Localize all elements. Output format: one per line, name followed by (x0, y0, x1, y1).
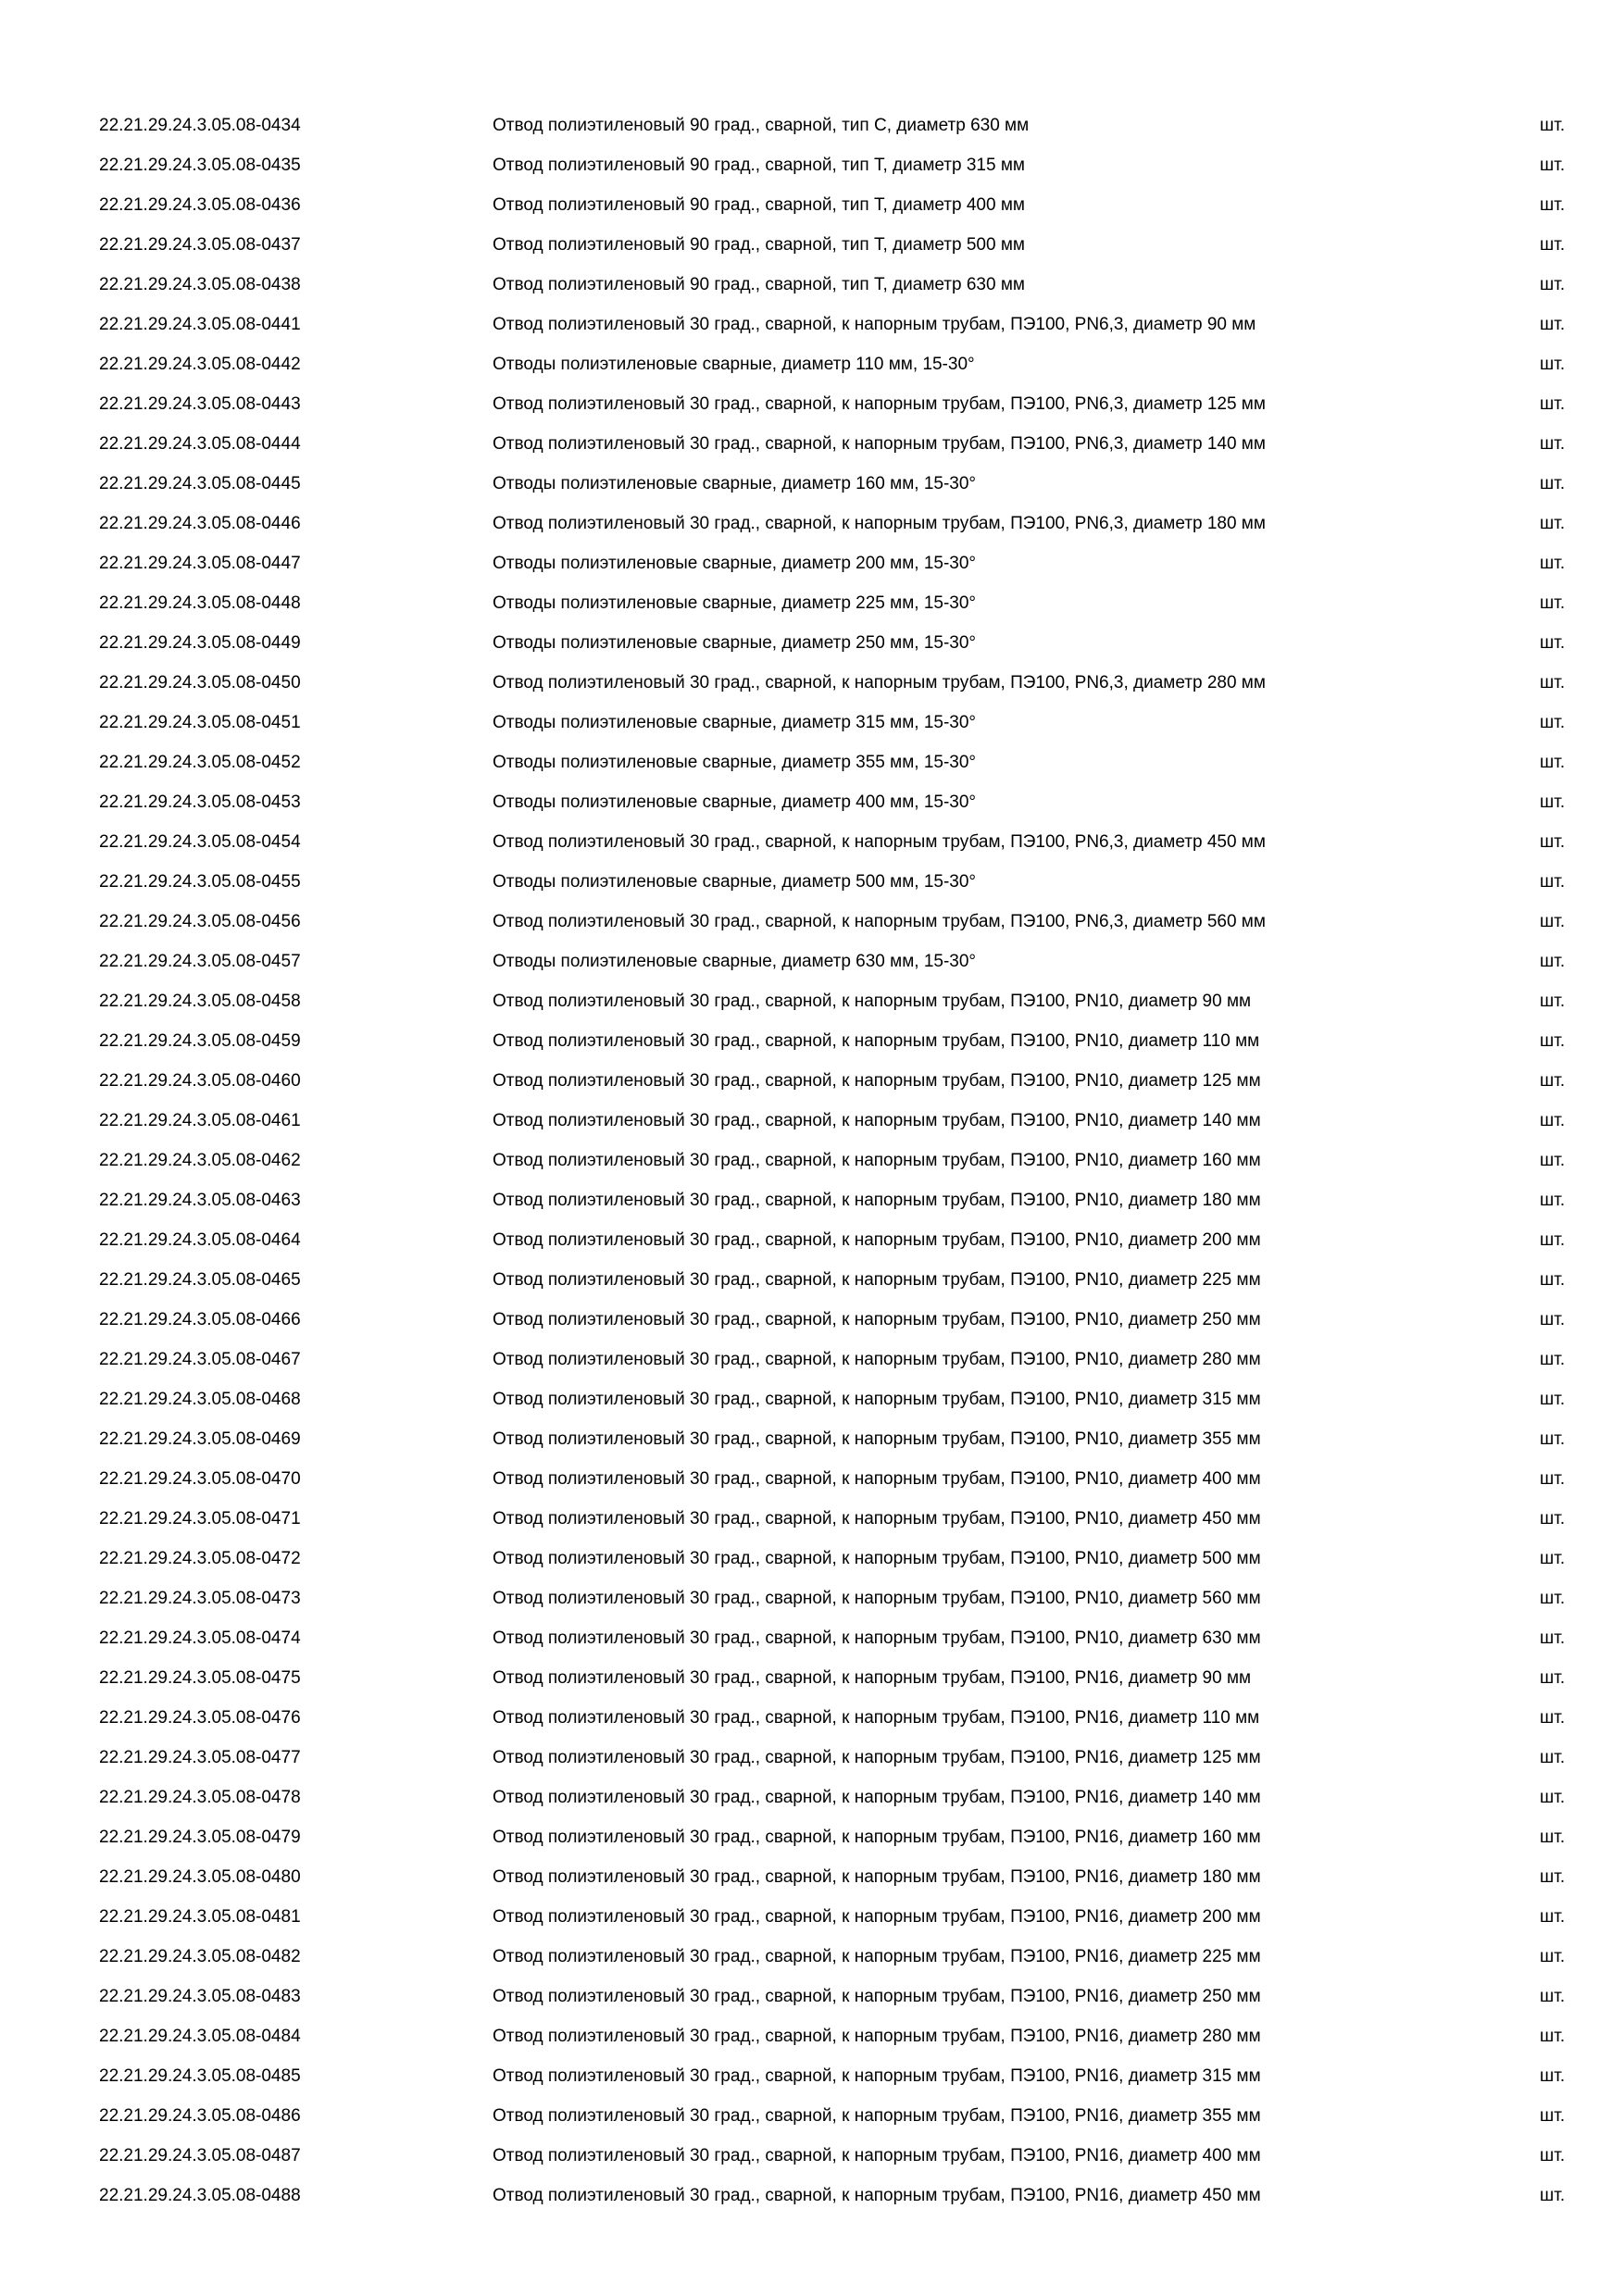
unit-of-measure: шт. (1540, 474, 1566, 493)
resource-code: 22.21.29.24.3.05.08-0435 (99, 156, 301, 175)
resource-name: Отвод полиэтиленовый 30 град., сварной, к напорным трубам, ПЭ100, PN16, диаметр 140 мм (493, 1788, 1261, 1807)
resource-name: Отвод полиэтиленовый 30 град., сварной, к напорным трубам, ПЭ100, PN16, диаметр 125 мм (493, 1748, 1261, 1767)
resource-code: 22.21.29.24.3.05.08-0474 (99, 1628, 301, 1648)
resource-code: 22.21.29.24.3.05.08-0476 (99, 1708, 301, 1728)
resource-code: 22.21.29.24.3.05.08-0478 (99, 1788, 301, 1807)
resource-name: Отвод полиэтиленовый 90 град., сварной, тип Т, диаметр 400 мм (493, 195, 1025, 215)
table-row (0, 742, 1624, 782)
resource-name: Отводы полиэтиленовые сварные, диаметр 225 мм, 15-30° (493, 593, 977, 613)
resource-code: 22.21.29.24.3.05.08-0467 (99, 1350, 301, 1369)
table-row (0, 1340, 1624, 1379)
resource-name: Отводы полиэтиленовые сварные, диаметр 110 мм, 15-30° (493, 355, 975, 374)
resource-name: Отвод полиэтиленовый 30 град., сварной, к напорным трубам, ПЭ100, PN16, диаметр 250 мм (493, 1987, 1261, 2006)
table-row (0, 1897, 1624, 1937)
unit-of-measure: шт. (1540, 633, 1566, 653)
resource-code: 22.21.29.24.3.05.08-0437 (99, 235, 301, 255)
unit-of-measure: шт. (1540, 1947, 1566, 1966)
resource-name: Отвод полиэтиленовый 30 град., сварной, к напорным трубам, ПЭ100, PN16, диаметр 180 мм (493, 1867, 1261, 1887)
table-row (0, 225, 1624, 265)
resource-name: Отвод полиэтиленовый 30 град., сварной, к напорным трубам, ПЭ100, PN16, диаметр 400 мм (493, 2146, 1261, 2165)
table-row (0, 1220, 1624, 1260)
resource-name: Отвод полиэтиленовый 30 град., сварной, к напорным трубам, ПЭ100, PN10, диаметр 355 мм (493, 1429, 1261, 1449)
resource-name: Отвод полиэтиленовый 30 град., сварной, к напорным трубам, ПЭ100, PN16, диаметр 225 мм (493, 1947, 1261, 1966)
table-row (0, 106, 1624, 145)
unit-of-measure: шт. (1540, 1828, 1566, 1847)
resource-code: 22.21.29.24.3.05.08-0450 (99, 673, 301, 693)
resource-code: 22.21.29.24.3.05.08-0442 (99, 355, 301, 374)
unit-of-measure: шт. (1540, 1589, 1566, 1608)
resource-name: Отвод полиэтиленовый 30 град., сварной, к напорным трубам, ПЭ100, PN10, диаметр 110 мм (493, 1031, 1260, 1051)
resource-code: 22.21.29.24.3.05.08-0468 (99, 1390, 301, 1409)
resource-name: Отвод полиэтиленовый 30 град., сварной, к напорным трубам, ПЭ100, PN16, диаметр 160 мм (493, 1828, 1261, 1847)
resource-code: 22.21.29.24.3.05.08-0458 (99, 992, 301, 1011)
resource-name: Отводы полиэтиленовые сварные, диаметр 160 мм, 15-30° (493, 474, 977, 493)
table-row (0, 583, 1624, 623)
resource-name: Отвод полиэтиленовый 30 град., сварной, к напорным трубам, ПЭ100, PN10, диаметр 400 мм (493, 1469, 1261, 1489)
resource-name: Отвод полиэтиленовый 30 град., сварной, к напорным трубам, ПЭ100, PN16, диаметр 280 мм (493, 2027, 1261, 2046)
price-list-table (0, 106, 1624, 2215)
unit-of-measure: шт. (1540, 434, 1566, 454)
resource-name: Отвод полиэтиленовый 30 град., сварной, к напорным трубам, ПЭ100, PN10, диаметр 200 мм (493, 1230, 1261, 1250)
unit-of-measure: шт. (1540, 1270, 1566, 1290)
resource-name: Отвод полиэтиленовый 30 град., сварной, к напорным трубам, ПЭ100, PN16, диаметр 355 мм (493, 2106, 1261, 2126)
unit-of-measure: шт. (1540, 1031, 1566, 1051)
unit-of-measure: шт. (1540, 514, 1566, 533)
unit-of-measure: шт. (1540, 2186, 1566, 2205)
unit-of-measure: шт. (1540, 195, 1566, 215)
resource-name: Отвод полиэтиленовый 30 град., сварной, к напорным трубам, ПЭ100, PN10, диаметр 630 мм (493, 1628, 1261, 1648)
resource-code: 22.21.29.24.3.05.08-0469 (99, 1429, 301, 1449)
table-row (0, 862, 1624, 902)
resource-name: Отвод полиэтиленовый 30 град., сварной, к напорным трубам, ПЭ100, PN10, диаметр 250 мм (493, 1310, 1261, 1329)
resource-name: Отвод полиэтиленовый 30 град., сварной, к напорным трубам, ПЭ100, PN10, диаметр 160 мм (493, 1151, 1261, 1170)
unit-of-measure: шт. (1540, 832, 1566, 852)
resource-name: Отвод полиэтиленовый 30 град., сварной, к напорным трубам, ПЭ100, PN6,3, диаметр 125 мм (493, 394, 1266, 414)
unit-of-measure: шт. (1540, 713, 1566, 732)
resource-name: Отвод полиэтиленовый 30 град., сварной, к напорным трубам, ПЭ100, PN10, диаметр 225 мм (493, 1270, 1261, 1290)
table-row (0, 1658, 1624, 1698)
resource-name: Отводы полиэтиленовые сварные, диаметр 355 мм, 15-30° (493, 753, 977, 772)
resource-code: 22.21.29.24.3.05.08-0444 (99, 434, 301, 454)
unit-of-measure: шт. (1540, 2027, 1566, 2046)
table-row (0, 2136, 1624, 2176)
resource-code: 22.21.29.24.3.05.08-0455 (99, 872, 301, 892)
resource-code: 22.21.29.24.3.05.08-0449 (99, 633, 301, 653)
unit-of-measure: шт. (1540, 1987, 1566, 2006)
table-row (0, 2056, 1624, 2096)
resource-code: 22.21.29.24.3.05.08-0453 (99, 792, 301, 812)
unit-of-measure: шт. (1540, 1469, 1566, 1489)
table-row (0, 1578, 1624, 1618)
table-row (0, 1539, 1624, 1578)
unit-of-measure: шт. (1540, 554, 1566, 573)
resource-code: 22.21.29.24.3.05.08-0451 (99, 713, 301, 732)
resource-code: 22.21.29.24.3.05.08-0473 (99, 1589, 301, 1608)
resource-code: 22.21.29.24.3.05.08-0436 (99, 195, 301, 215)
unit-of-measure: шт. (1540, 315, 1566, 334)
table-row (0, 663, 1624, 703)
table-row (0, 1817, 1624, 1857)
resource-code: 22.21.29.24.3.05.08-0459 (99, 1031, 301, 1051)
table-row (0, 145, 1624, 185)
resource-name: Отвод полиэтиленовый 90 град., сварной, тип С, диаметр 630 мм (493, 116, 1030, 135)
resource-code: 22.21.29.24.3.05.08-0482 (99, 1947, 301, 1966)
table-row (0, 822, 1624, 862)
resource-code: 22.21.29.24.3.05.08-0464 (99, 1230, 301, 1250)
table-row (0, 703, 1624, 742)
resource-code: 22.21.29.24.3.05.08-0447 (99, 554, 301, 573)
resource-name: Отвод полиэтиленовый 90 град., сварной, тип Т, диаметр 315 мм (493, 156, 1025, 175)
resource-code: 22.21.29.24.3.05.08-0477 (99, 1748, 301, 1767)
table-row (0, 1499, 1624, 1539)
table-row (0, 782, 1624, 822)
table-row (0, 623, 1624, 663)
table-row (0, 1977, 1624, 2016)
unit-of-measure: шт. (1540, 2106, 1566, 2126)
unit-of-measure: шт. (1540, 1429, 1566, 1449)
resource-name: Отвод полиэтиленовый 30 град., сварной, к напорным трубам, ПЭ100, PN10, диаметр 450 мм (493, 1509, 1261, 1529)
table-row (0, 1857, 1624, 1897)
resource-code: 22.21.29.24.3.05.08-0481 (99, 1907, 301, 1927)
table-row (0, 1180, 1624, 1220)
table-row (0, 1021, 1624, 1061)
resource-name: Отводы полиэтиленовые сварные, диаметр 250 мм, 15-30° (493, 633, 977, 653)
table-row (0, 1778, 1624, 1817)
resource-code: 22.21.29.24.3.05.08-0488 (99, 2186, 301, 2205)
resource-name: Отводы полиэтиленовые сварные, диаметр 630 мм, 15-30° (493, 952, 977, 971)
unit-of-measure: шт. (1540, 1668, 1566, 1688)
resource-name: Отвод полиэтиленовый 30 град., сварной, к напорным трубам, ПЭ100, PN6,3, диаметр 560 мм (493, 912, 1266, 931)
table-row (0, 384, 1624, 424)
unit-of-measure: шт. (1540, 1071, 1566, 1091)
unit-of-measure: шт. (1540, 1390, 1566, 1409)
resource-code: 22.21.29.24.3.05.08-0463 (99, 1191, 301, 1210)
resource-name: Отвод полиэтиленовый 30 град., сварной, к напорным трубам, ПЭ100, PN10, диаметр 560 мм (493, 1589, 1261, 1608)
unit-of-measure: шт. (1540, 992, 1566, 1011)
resource-code: 22.21.29.24.3.05.08-0470 (99, 1469, 301, 1489)
resource-name: Отвод полиэтиленовый 30 град., сварной, к напорным трубам, ПЭ100, PN10, диаметр 500 мм (493, 1549, 1261, 1568)
resource-name: Отвод полиэтиленовый 30 град., сварной, к напорным трубам, ПЭ100, PN6,3, диаметр 180 мм (493, 514, 1266, 533)
unit-of-measure: шт. (1540, 1350, 1566, 1369)
unit-of-measure: шт. (1540, 1230, 1566, 1250)
unit-of-measure: шт. (1540, 1867, 1566, 1887)
resource-code: 22.21.29.24.3.05.08-0456 (99, 912, 301, 931)
table-row (0, 265, 1624, 305)
resource-code: 22.21.29.24.3.05.08-0462 (99, 1151, 301, 1170)
unit-of-measure: шт. (1540, 1907, 1566, 1927)
unit-of-measure: шт. (1540, 235, 1566, 255)
resource-code: 22.21.29.24.3.05.08-0438 (99, 275, 301, 294)
resource-name: Отвод полиэтиленовый 30 град., сварной, к напорным трубам, ПЭ100, PN6,3, диаметр 140 мм (493, 434, 1266, 454)
resource-code: 22.21.29.24.3.05.08-0484 (99, 2027, 301, 2046)
table-row (0, 2176, 1624, 2215)
table-row (0, 1937, 1624, 1977)
unit-of-measure: шт. (1540, 872, 1566, 892)
resource-code: 22.21.29.24.3.05.08-0446 (99, 514, 301, 533)
resource-code: 22.21.29.24.3.05.08-0465 (99, 1270, 301, 1290)
table-row (0, 543, 1624, 583)
table-row (0, 981, 1624, 1021)
unit-of-measure: шт. (1540, 593, 1566, 613)
resource-name: Отводы полиэтиленовые сварные, диаметр 200 мм, 15-30° (493, 554, 977, 573)
table-row (0, 344, 1624, 384)
unit-of-measure: шт. (1540, 1549, 1566, 1568)
table-row (0, 1738, 1624, 1778)
resource-name: Отвод полиэтиленовый 30 град., сварной, к напорным трубам, ПЭ100, PN6,3, диаметр 450 мм (493, 832, 1266, 852)
table-row (0, 305, 1624, 344)
resource-code: 22.21.29.24.3.05.08-0487 (99, 2146, 301, 2165)
table-row (0, 1061, 1624, 1101)
resource-code: 22.21.29.24.3.05.08-0434 (99, 116, 301, 135)
unit-of-measure: шт. (1540, 394, 1566, 414)
unit-of-measure: шт. (1540, 1748, 1566, 1767)
unit-of-measure: шт. (1540, 912, 1566, 931)
table-row (0, 1618, 1624, 1658)
resource-code: 22.21.29.24.3.05.08-0479 (99, 1828, 301, 1847)
resource-name: Отвод полиэтиленовый 30 град., сварной, к напорным трубам, ПЭ100, PN16, диаметр 110 мм (493, 1708, 1260, 1728)
table-row (0, 1379, 1624, 1419)
unit-of-measure: шт. (1540, 1151, 1566, 1170)
unit-of-measure: шт. (1540, 156, 1566, 175)
resource-name: Отвод полиэтиленовый 30 град., сварной, к напорным трубам, ПЭ100, PN10, диаметр 90 мм (493, 992, 1252, 1011)
resource-name: Отвод полиэтиленовый 30 град., сварной, к напорным трубам, ПЭ100, PN10, диаметр 280 мм (493, 1350, 1261, 1369)
unit-of-measure: шт. (1540, 1310, 1566, 1329)
unit-of-measure: шт. (1540, 792, 1566, 812)
table-row (0, 1141, 1624, 1180)
resource-name: Отводы полиэтиленовые сварные, диаметр 400 мм, 15-30° (493, 792, 977, 812)
resource-code: 22.21.29.24.3.05.08-0448 (99, 593, 301, 613)
table-row (0, 2016, 1624, 2056)
resource-name: Отвод полиэтиленовый 90 град., сварной, тип Т, диаметр 500 мм (493, 235, 1025, 255)
table-row (0, 1698, 1624, 1738)
unit-of-measure: шт. (1540, 1788, 1566, 1807)
unit-of-measure: шт. (1540, 275, 1566, 294)
table-row (0, 1260, 1624, 1300)
table-row (0, 185, 1624, 225)
resource-name: Отвод полиэтиленовый 30 град., сварной, к напорным трубам, ПЭ100, PN16, диаметр 450 мм (493, 2186, 1261, 2205)
unit-of-measure: шт. (1540, 355, 1566, 374)
unit-of-measure: шт. (1540, 116, 1566, 135)
unit-of-measure: шт. (1540, 1111, 1566, 1130)
resource-name: Отвод полиэтиленовый 30 град., сварной, к напорным трубам, ПЭ100, PN10, диаметр 140 мм (493, 1111, 1261, 1130)
resource-code: 22.21.29.24.3.05.08-0443 (99, 394, 301, 414)
resource-name: Отвод полиэтиленовый 30 град., сварной, к напорным трубам, ПЭ100, PN16, диаметр 200 мм (493, 1907, 1261, 1927)
resource-name: Отвод полиэтиленовый 30 град., сварной, к напорным трубам, ПЭ100, PN10, диаметр 180 мм (493, 1191, 1261, 1210)
resource-code: 22.21.29.24.3.05.08-0486 (99, 2106, 301, 2126)
unit-of-measure: шт. (1540, 1708, 1566, 1728)
unit-of-measure: шт. (1540, 1509, 1566, 1529)
resource-code: 22.21.29.24.3.05.08-0460 (99, 1071, 301, 1091)
resource-name: Отводы полиэтиленовые сварные, диаметр 315 мм, 15-30° (493, 713, 977, 732)
table-row (0, 1300, 1624, 1340)
table-row (0, 1101, 1624, 1141)
table-row (0, 1459, 1624, 1499)
unit-of-measure: шт. (1540, 1191, 1566, 1210)
unit-of-measure: шт. (1540, 1628, 1566, 1648)
resource-name: Отвод полиэтиленовый 30 град., сварной, к напорным трубам, ПЭ100, PN6,3, диаметр 90 мм (493, 315, 1256, 334)
unit-of-measure: шт. (1540, 2146, 1566, 2165)
resource-name: Отвод полиэтиленовый 30 град., сварной, к напорным трубам, ПЭ100, PN6,3, диаметр 280 мм (493, 673, 1266, 693)
resource-name: Отвод полиэтиленовый 30 град., сварной, к напорным трубам, ПЭ100, PN10, диаметр 315 мм (493, 1390, 1261, 1409)
resource-code: 22.21.29.24.3.05.08-0452 (99, 753, 301, 772)
table-row (0, 902, 1624, 942)
unit-of-measure: шт. (1540, 753, 1566, 772)
resource-code: 22.21.29.24.3.05.08-0472 (99, 1549, 301, 1568)
table-row (0, 504, 1624, 543)
resource-code: 22.21.29.24.3.05.08-0461 (99, 1111, 301, 1130)
resource-name: Отвод полиэтиленовый 30 град., сварной, к напорным трубам, ПЭ100, PN16, диаметр 315 мм (493, 2066, 1261, 2086)
resource-code: 22.21.29.24.3.05.08-0485 (99, 2066, 301, 2086)
table-row (0, 424, 1624, 464)
resource-name: Отвод полиэтиленовый 30 град., сварной, к напорным трубам, ПЭ100, PN16, диаметр 90 мм (493, 1668, 1252, 1688)
table-row (0, 464, 1624, 504)
resource-code: 22.21.29.24.3.05.08-0471 (99, 1509, 301, 1529)
resource-name: Отвод полиэтиленовый 30 град., сварной, к напорным трубам, ПЭ100, PN10, диаметр 125 мм (493, 1071, 1261, 1091)
resource-code: 22.21.29.24.3.05.08-0475 (99, 1668, 301, 1688)
resource-code: 22.21.29.24.3.05.08-0483 (99, 1987, 301, 2006)
unit-of-measure: шт. (1540, 952, 1566, 971)
table-row (0, 942, 1624, 981)
resource-code: 22.21.29.24.3.05.08-0441 (99, 315, 301, 334)
resource-code: 22.21.29.24.3.05.08-0466 (99, 1310, 301, 1329)
resource-code: 22.21.29.24.3.05.08-0454 (99, 832, 301, 852)
resource-name: Отвод полиэтиленовый 90 град., сварной, тип Т, диаметр 630 мм (493, 275, 1025, 294)
resource-code: 22.21.29.24.3.05.08-0480 (99, 1867, 301, 1887)
resource-name: Отводы полиэтиленовые сварные, диаметр 500 мм, 15-30° (493, 872, 977, 892)
unit-of-measure: шт. (1540, 673, 1566, 693)
unit-of-measure: шт. (1540, 2066, 1566, 2086)
resource-code: 22.21.29.24.3.05.08-0457 (99, 952, 301, 971)
table-row (0, 1419, 1624, 1459)
resource-code: 22.21.29.24.3.05.08-0445 (99, 474, 301, 493)
table-row (0, 2096, 1624, 2136)
